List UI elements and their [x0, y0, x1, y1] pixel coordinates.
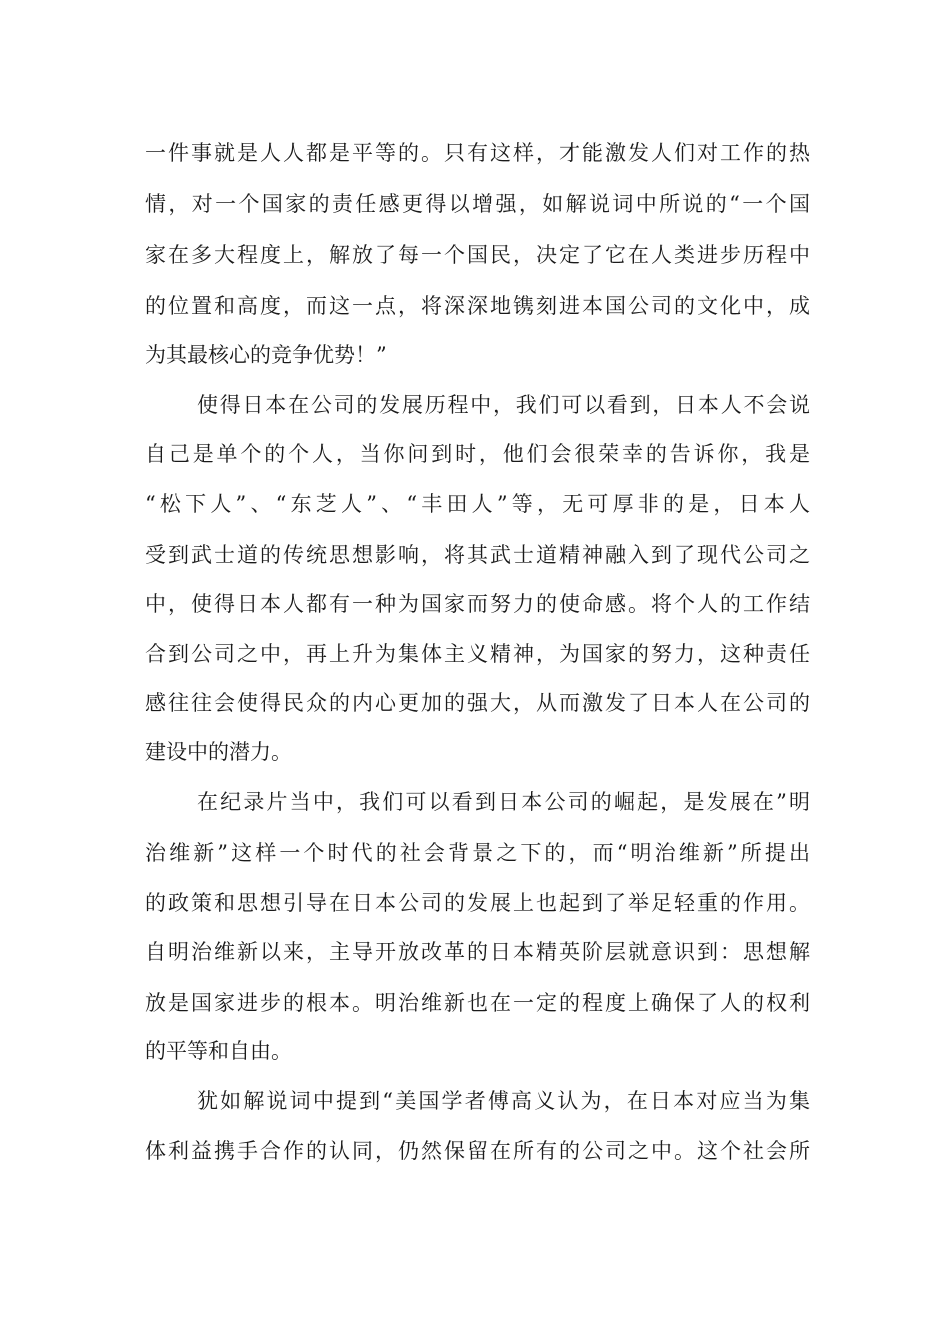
text-line: 自己是单个的个人，当你问到时，他们会很荣幸的告诉你，我是 [145, 442, 810, 466]
text-line: 放是国家进步的根本。明治维新也在一定的程度上确保了人的权利 [145, 991, 810, 1015]
text-line: 的平等和自由。 [145, 1039, 292, 1063]
text-line: 中，使得日本人都有一种为国家而努力的使命感。将个人的工作结 [145, 592, 810, 616]
text-line: 的政策和思想引导在日本公司的发展上也起到了举足轻重的作用。 [145, 891, 810, 915]
text-line: 感往往会使得民众的内心更加的强大，从而激发了日本人在公司的 [145, 691, 810, 715]
text-line: 合到公司之中，再上升为集体主义精神，为国家的努力，这种责任 [145, 642, 810, 666]
text-line: 家在多大程度上，解放了每一个国民，决定了它在人类进步历程中 [145, 243, 810, 267]
text-line: “松下人”、“东芝人”、“丰田人”等，无可厚非的是，日本人 [145, 492, 810, 516]
text-line: 体利益携手合作的认同，仍然保留在所有的公司之中。这个社会所 [145, 1139, 810, 1163]
text-line: 使得日本在公司的发展历程中，我们可以看到，日本人不会说 [197, 393, 810, 417]
text-line: 为其最核心的竞争优势！” [145, 343, 387, 367]
text-line: 治维新”这样一个时代的社会背景之下的，而“明治维新”所提出 [145, 841, 810, 865]
text-line: 犹如解说词中提到“美国学者傅高义认为，在日本对应当为集 [197, 1089, 810, 1113]
text-line: 的位置和高度，而这一点，将深深地镌刻进本国公司的文化中，成 [145, 294, 810, 318]
text-line: 一件事就是人人都是平等的。只有这样，才能激发人们对工作的热 [145, 141, 810, 165]
text-line: 自明治维新以来，主导开放改革的日本精英阶层就意识到：思想解 [145, 940, 810, 964]
text-line: 建设中的潜力。 [145, 740, 292, 764]
text-line: 受到武士道的传统思想影响，将其武士道精神融入到了现代公司之 [145, 543, 810, 567]
text-line: 在纪录片当中，我们可以看到日本公司的崛起，是发展在”明 [197, 790, 810, 814]
text-line: 情，对一个国家的责任感更得以增强，如解说词中所说的“一个国 [145, 192, 810, 216]
